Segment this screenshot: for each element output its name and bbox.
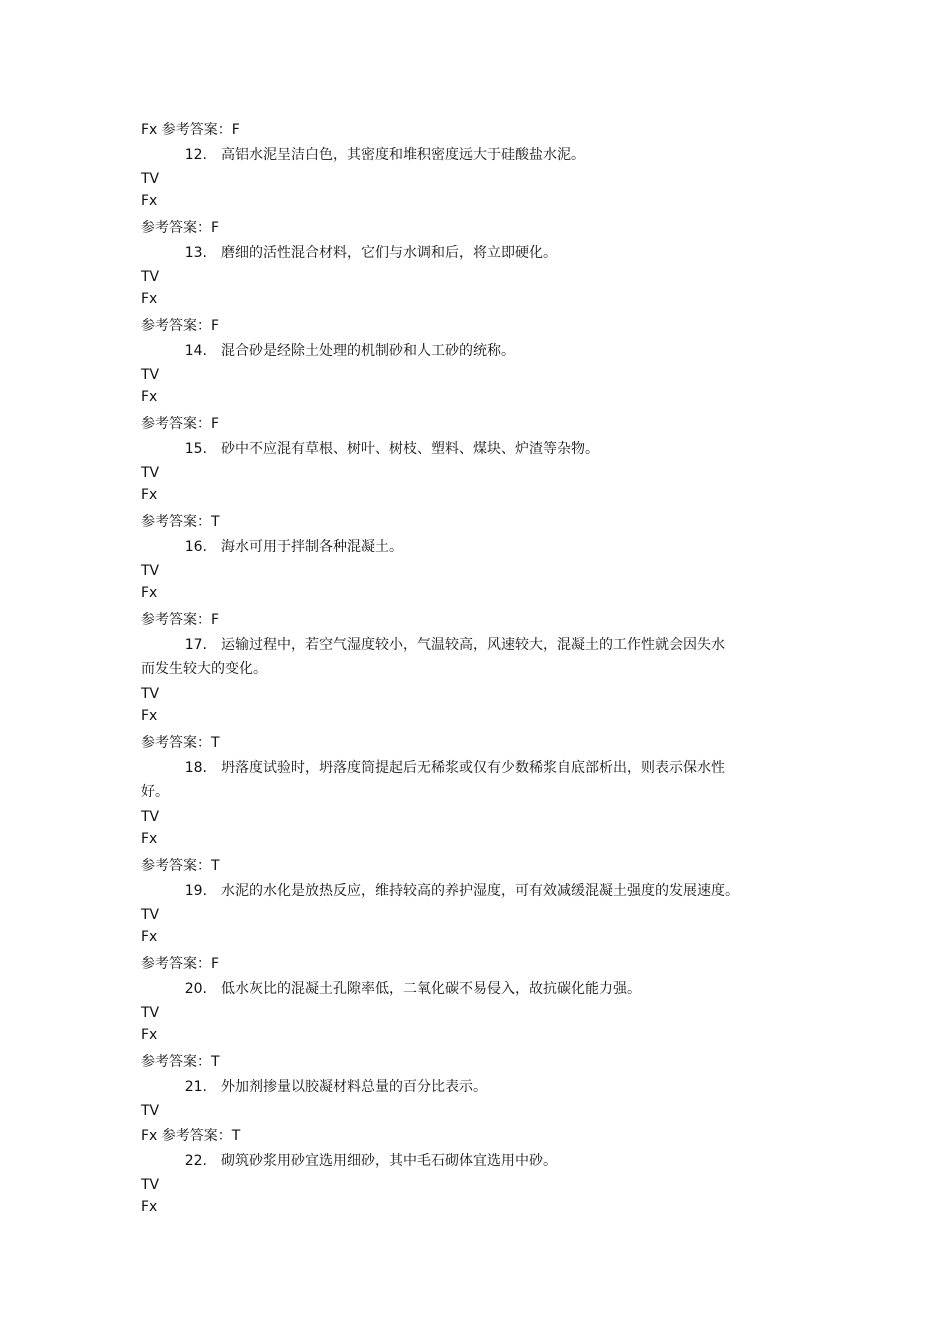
answer-line: 参考答案：F bbox=[141, 612, 220, 628]
answer-line: 参考答案：F bbox=[141, 318, 220, 334]
option-false: Fx bbox=[141, 585, 158, 601]
question-text-continued: 而发生较大的变化。 bbox=[141, 661, 267, 677]
option-false: Fx bbox=[141, 1027, 158, 1043]
question-number: 17. bbox=[184, 637, 207, 653]
question-number: 18. bbox=[184, 760, 207, 776]
option-true: TV bbox=[141, 1005, 160, 1021]
question-text: 高铝水泥呈洁白色，其密度和堆积密度远大于硅酸盐水泥。 bbox=[221, 147, 585, 163]
question-item bbox=[141, 244, 557, 262]
option-false: Fx bbox=[141, 291, 158, 307]
question-text: 砂中不应混有草根、树叶、树枝、塑料、煤块、炉渣等杂物。 bbox=[221, 441, 599, 457]
question-text: 坍落度试验时，坍落度筒提起后无稀浆或仅有少数稀浆自底部析出，则表示保水性 bbox=[221, 760, 725, 776]
option-true: TV bbox=[141, 465, 160, 481]
question-text: 砌筑砂浆用砂宜选用细砂，其中毛石砌体宜选用中砂。 bbox=[221, 1153, 557, 1169]
option-true: TV bbox=[141, 367, 160, 383]
option-false: Fx bbox=[141, 831, 158, 847]
option-false: Fx bbox=[141, 487, 158, 503]
option-false: Fx bbox=[141, 929, 158, 945]
answer-line: Fx 参考答案：T bbox=[141, 1128, 241, 1144]
option-true: TV bbox=[141, 686, 160, 702]
question-number: 22. bbox=[184, 1153, 207, 1169]
question-text: 运输过程中，若空气湿度较小，气温较高，风速较大，混凝土的工作性就会因失水 bbox=[221, 637, 725, 653]
option-true: TV bbox=[141, 1177, 160, 1193]
question-text: 水泥的水化是放热反应，维持较高的养护湿度，可有效减缓混凝土强度的发展速度。 bbox=[221, 883, 739, 899]
answer-line: 参考答案：T bbox=[141, 858, 220, 874]
question-item bbox=[141, 440, 599, 458]
question-number: 13. bbox=[184, 245, 207, 261]
question-item bbox=[141, 342, 515, 360]
question-item bbox=[141, 146, 585, 164]
question-number: 14. bbox=[184, 343, 207, 359]
answer-line: 参考答案：T bbox=[141, 1054, 220, 1070]
answer-line: 参考答案：F bbox=[141, 416, 220, 432]
question-item bbox=[141, 980, 641, 998]
question-item bbox=[141, 1078, 487, 1096]
question-number: 15. bbox=[184, 441, 207, 457]
question-number: 12. bbox=[184, 147, 207, 163]
answer-line: 参考答案：T bbox=[141, 735, 220, 751]
question-text-continued: 好。 bbox=[141, 784, 169, 800]
question-text: 低水灰比的混凝土孔隙率低，二氧化碳不易侵入，故抗碳化能力强。 bbox=[221, 981, 641, 997]
option-true: TV bbox=[141, 907, 160, 923]
option-true: TV bbox=[141, 563, 160, 579]
question-item bbox=[141, 759, 725, 777]
option-false: Fx bbox=[141, 708, 158, 724]
question-text: 外加剂掺量以胶凝材料总量的百分比表示。 bbox=[221, 1079, 487, 1095]
question-text: 磨细的活性混合材料，它们与水调和后，将立即硬化。 bbox=[221, 245, 557, 261]
option-true: TV bbox=[141, 1103, 160, 1119]
answer-line: 参考答案：T bbox=[141, 514, 220, 530]
question-item bbox=[141, 882, 739, 900]
question-number: 19. bbox=[184, 883, 207, 899]
option-true: TV bbox=[141, 171, 160, 187]
question-number: 20. bbox=[184, 981, 207, 997]
question-text: 混合砂是经除土处理的机制砂和人工砂的统称。 bbox=[221, 343, 515, 359]
question-number: 21. bbox=[184, 1079, 207, 1095]
option-false: Fx bbox=[141, 389, 158, 405]
answer-line: 参考答案：F bbox=[141, 956, 220, 972]
answer-line: Fx 参考答案：F bbox=[141, 122, 240, 138]
option-false: Fx bbox=[141, 1199, 158, 1215]
answer-line: 参考答案：F bbox=[141, 220, 220, 236]
option-false: Fx bbox=[141, 193, 158, 209]
option-true: TV bbox=[141, 809, 160, 825]
question-item bbox=[141, 636, 725, 654]
option-true: TV bbox=[141, 269, 160, 285]
question-text: 海水可用于拌制各种混凝土。 bbox=[221, 539, 403, 555]
question-item bbox=[141, 1152, 557, 1170]
question-item bbox=[141, 538, 403, 556]
question-number: 16. bbox=[184, 539, 207, 555]
